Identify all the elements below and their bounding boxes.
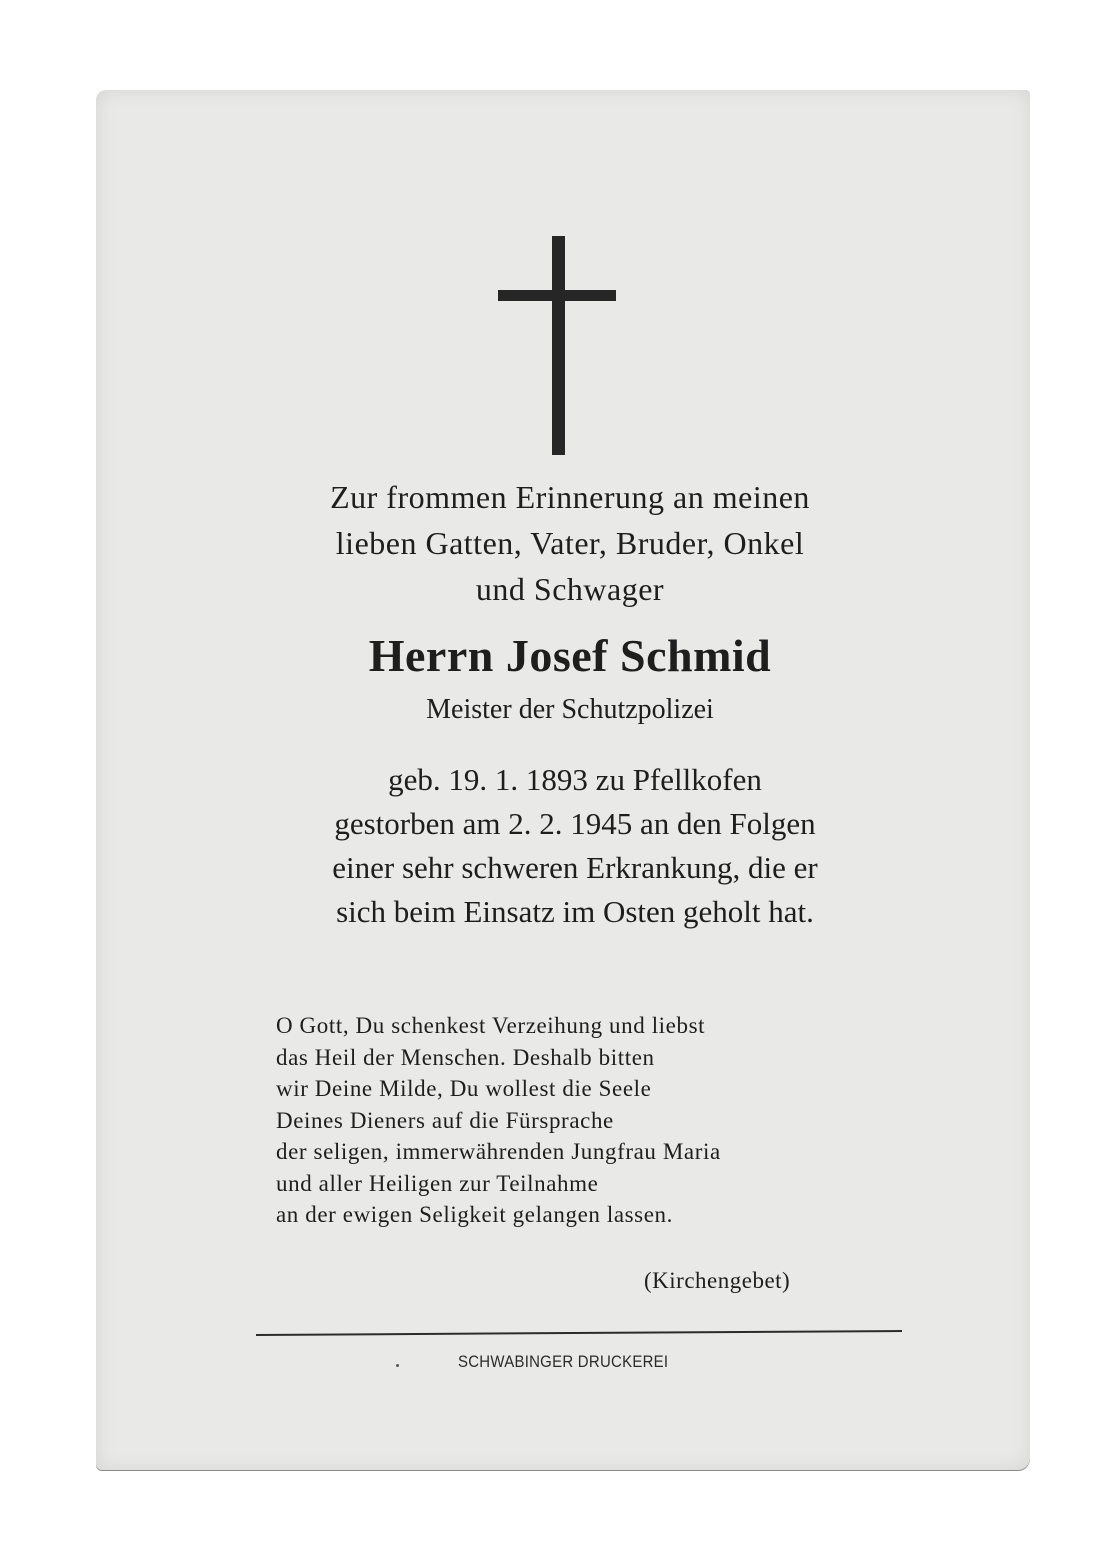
printer-imprint: SCHWABINGER DRUCKEREI xyxy=(458,1352,669,1371)
prayer-line: und aller Heiligen zur Teilnahme xyxy=(276,1170,599,1196)
intro-text xyxy=(230,474,910,612)
ink-dot xyxy=(396,1364,399,1367)
date-line: geb. 19. 1. 1893 zu Pfellkofen xyxy=(388,762,762,797)
intro-line: und Schwager xyxy=(475,571,665,607)
prayer-source: (Kirchengebet) xyxy=(644,1268,791,1293)
life-dates xyxy=(230,758,920,934)
prayer-line: Deines Dieners auf die Fürsprache xyxy=(276,1107,614,1133)
date-line: gestorben am 2. 2. 1945 an den Folgen xyxy=(334,806,816,841)
prayer-line: der seligen, immerwährenden Jungfrau Maria xyxy=(276,1139,721,1164)
prayer-line: an der ewigen Seligkeit gelangen lassen. xyxy=(276,1202,673,1227)
prayer-text xyxy=(276,1010,896,1231)
deceased-rank: Meister der Schutzpolizei xyxy=(426,694,714,725)
cross-icon-crossbar xyxy=(498,290,616,301)
prayer-line: wir Deine Milde, Du wollest die Seele xyxy=(276,1076,652,1101)
cross-icon xyxy=(552,236,565,455)
date-line: einer sehr schweren Erkrankung, die er xyxy=(332,850,818,885)
prayer-line: das Heil der Menschen. Deshalb bitten xyxy=(276,1044,655,1070)
prayer-line: O Gott, Du schenkest Verzeihung und liebst xyxy=(276,1013,706,1038)
intro-line: Zur frommen Erinnerung an meinen xyxy=(330,479,810,515)
intro-line: lieben Gatten, Vater, Bruder, Onkel xyxy=(335,525,805,561)
date-line: sich beim Einsatz im Osten geholt hat. xyxy=(336,894,814,929)
deceased-name: Herrn Josef Schmid xyxy=(368,630,772,681)
